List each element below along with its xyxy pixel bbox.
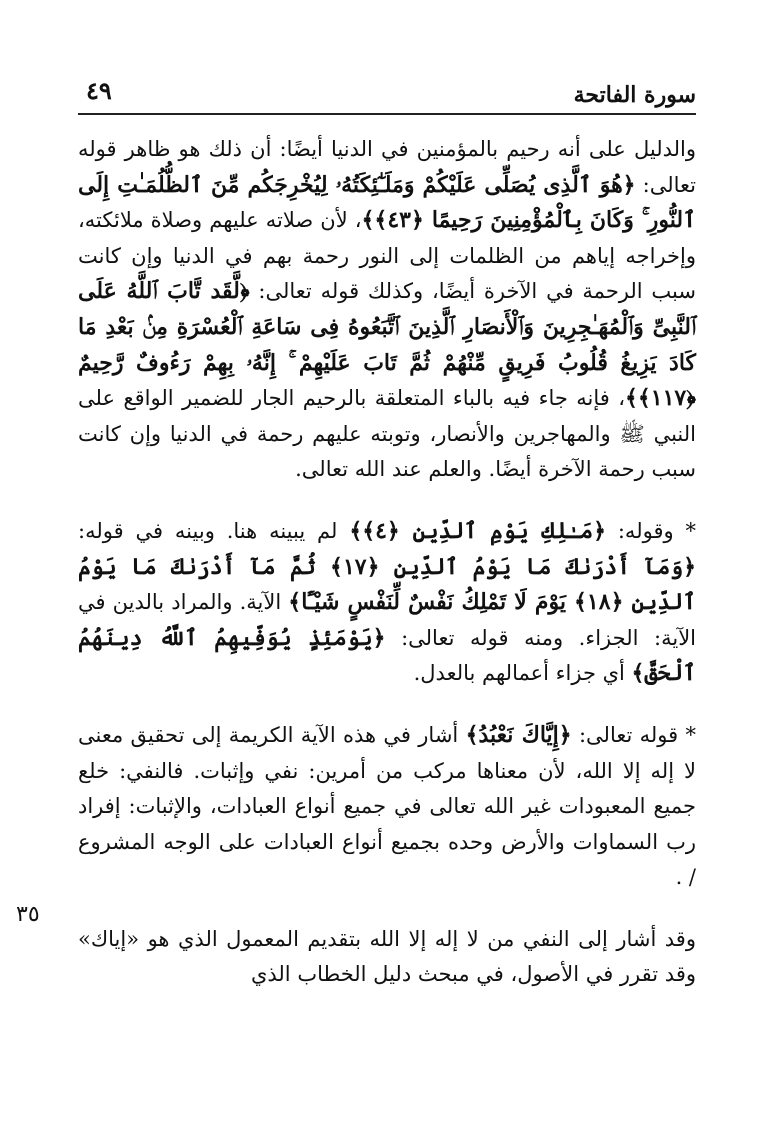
- paragraph-text: والدليل على أنه رحيم بالمؤمنين في الدنيا أيضًا: أن ذلك هو ظاهر قوله تعالى:: [78, 137, 696, 197]
- quran-verse: ﴿يَوْمَئِذٍ يُوَفِّيهِمُ ٱللَّهُ دِينَهُمُ ٱلْحَقَّ﴾: [78, 624, 696, 687]
- header-rule: [78, 113, 696, 115]
- paragraph-gap: [78, 692, 696, 718]
- quran-verse: ﴿هُوَ ٱلَّذِى يُصَلِّى عَلَيْكُمْ وَمَلَـٰٓئِكَتُهُۥ لِيُخْرِجَكُم مِّنَ ٱلظُّلُمَـٰتِ إِلَى ٱلنُّورِ ۚ وَكَانَ بِٱلْمُؤْمِنِينَ رَحِيمًا ﴿٤٣﴾﴾: [78, 171, 696, 234]
- quran-verse: ﴿إِيَّاكَ نَعْبُدُ﴾: [465, 721, 572, 748]
- paragraph-text: لم يبينه هنا. وبينه في قوله:: [78, 518, 350, 543]
- quran-verse: ﴿مَـٰلِكِ يَوْمِ ٱلدِّينِ ﴿٤﴾﴾: [349, 517, 606, 544]
- quran-verse: ﴿لَّقَد تَّابَ ٱللَّهُ عَلَى ٱلنَّبِىِّ وَٱلْمُهَـٰجِرِينَ وَٱلْأَنصَارِ ٱلَّذِينَ ٱتَّبَعُوهُ فِى سَاعَةِ ٱلْعُسْرَةِ مِنۢ بَعْدِ مَا كَادَ يَزِيغُ قُلُوبُ فَرِيقٍ مِّنْهُمْ ثُمَّ تَابَ عَلَيْهِمْ ۚ إِنَّهُۥ بِهِمْ رَءُوفٌ رَّحِيمٌ ﴿١١٧﴾﴾: [78, 278, 696, 412]
- page-number: ٤٩: [86, 76, 112, 105]
- paragraph-rahim-evidence: [78, 132, 696, 488]
- page-header: [78, 72, 696, 112]
- margin-page-reference: ٣٥: [16, 902, 40, 927]
- page-body: [78, 132, 696, 993]
- paragraph-gap: [78, 896, 696, 922]
- paragraph-text: * قوله تعالى:: [571, 722, 697, 747]
- paragraph-gap: [78, 488, 696, 514]
- paragraph-text: * وقوله:: [605, 518, 696, 543]
- paragraph-iyyaka-nabudu: [78, 718, 696, 896]
- paragraph-nafy-taqdim: [78, 922, 696, 993]
- paragraph-text: ، فإنه جاء فيه بالباء المتعلقة بالرحيم الجار للضمير الواقع على النبي ﷺ والمهاجرين والأنصار، وتوبته عليهم رحمة في الدنيا وإن كانت سبب رحمة الآخرة أيضًا. والعلم عند الله تعالى.: [78, 386, 696, 482]
- paragraph-maliki-yawm-aldin: [78, 514, 696, 692]
- quran-verse: ﴿وَمَآ أَدْرَىٰكَ مَا يَوْمُ ٱلدِّينِ ﴿١٧﴾ ثُمَّ مَآ أَدْرَىٰكَ مَا يَوْمُ ٱلدِّينِ ﴿١٨﴾ يَوْمَ لَا تَمْلِكُ نَفْسٌ لِّنَفْسٍ شَيْـًٔا﴾: [78, 553, 696, 616]
- paragraph-text: وقد أشار إلى النفي من لا إله إلا الله بتقديم المعمول الذي هو «إياك» وقد تقرر في الأصول، في مبحث دليل الخطاب الذي: [78, 926, 696, 987]
- paragraph-text: أي جزاء أعمالهم بالعدل.: [413, 661, 632, 686]
- paragraph-text: ، لأن صلاته عليهم وصلاة ملائكته، وإخراجه إياهم من الظلمات إلى النور رحمة بهم في الدنيا وإن كانت سبب الرحمة في الآخرة أيضًا، وكذلك قوله تعالى:: [78, 208, 696, 304]
- paragraph-text: أشار في هذه الآية الكريمة إلى تحقيق معنى لا إله إلا الله، لأن معناها مركب من أمرين: نفي وإثبات. فالنفي: خلع جميع المعبودات غير الله تعالى في جميع أنواع العبادات، والإثبات: إفراد رب السماوات والأرض وحده بجميع أنواع العبادات على الوجه المشروع / .: [78, 722, 696, 890]
- paragraph-text: الآية. والمراد بالدين في الآية: الجزاء. ومنه قوله تعالى:: [78, 590, 696, 650]
- running-title: سورة الفاتحة: [573, 82, 696, 108]
